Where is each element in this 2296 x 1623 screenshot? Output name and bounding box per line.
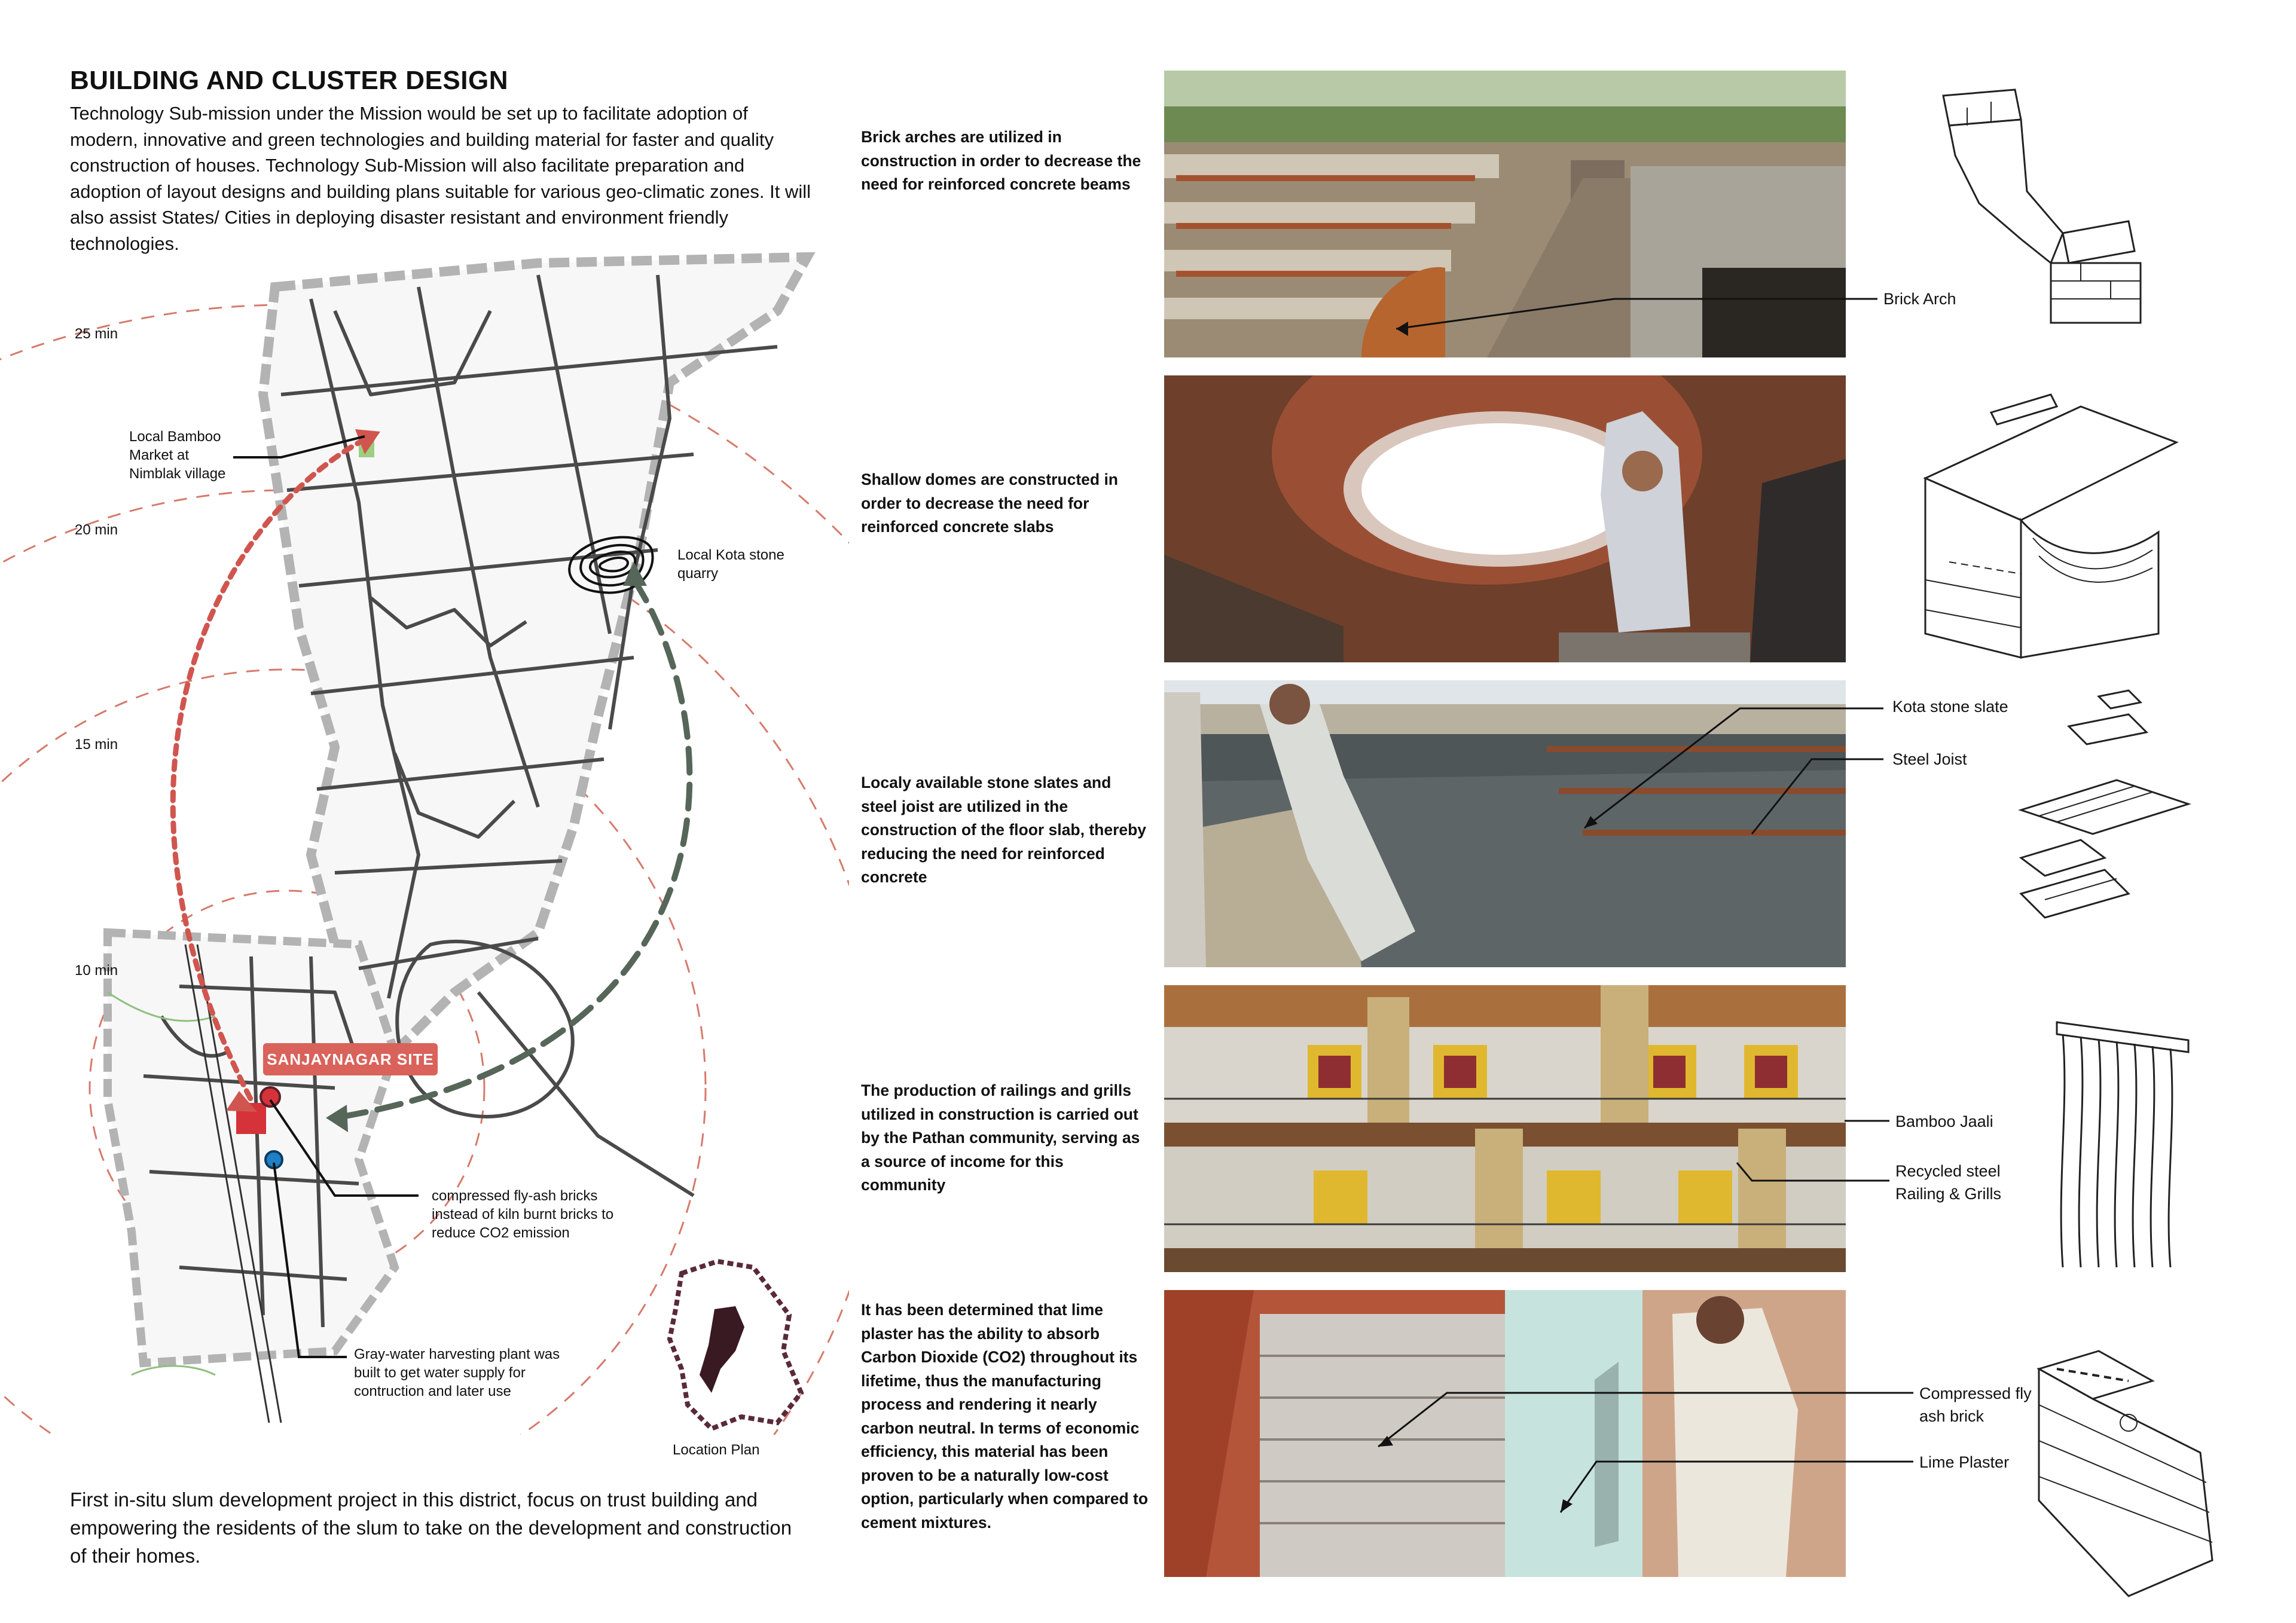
label-steel-joist: Steel Joist bbox=[1892, 750, 1967, 768]
site-badge: SANJAYNAGAR SITE bbox=[263, 1043, 438, 1075]
caption-brick-arch: Brick arches are utilized in construction in order to decrease the need for reinforced concrete beams bbox=[861, 128, 1141, 193]
intro-paragraph: Technology Sub-mission under the Mission would be set up to facilitate adoption of modern, innovative and green technologies and building material for faster and quality construction of houses. Technology Sub-Mission will also facilitate preparation and adoption of layout designs and building plans suitable for various geo-climatic zones. It will also assist States/ Cities in deploying disaster resistant and environment friendly technologies. bbox=[70, 103, 811, 254]
label-kota-stone: Kota stone slate bbox=[1892, 698, 2008, 716]
graywater-note: Gray-water harvesting plant was built to get water supply for contruction and later use bbox=[354, 1346, 560, 1399]
label-brick-arch: Brick Arch bbox=[1883, 290, 1956, 308]
ring-label-10: 10 min bbox=[75, 962, 118, 979]
sketch-bamboo-jaali bbox=[2051, 1016, 2194, 1273]
caption-stone-slab: Localy available stone slates and steel joist are utilized in the construction of the floor slab, thereby reducing the need for reinforced concrete bbox=[861, 774, 1147, 886]
label-lime-plaster: Lime Plaster bbox=[1919, 1453, 2010, 1471]
caption-shallow-dome: Shallow domes are constructed in order to decrease the need for reinforced concrete slabs bbox=[861, 470, 1118, 536]
sketch-flyash-wall bbox=[2033, 1345, 2230, 1596]
bamboo-market-label: Local Bamboo Market at Nimblak village bbox=[129, 429, 226, 482]
sketch-shallow-dome bbox=[1901, 383, 2182, 664]
location-plan-label: Location Plan bbox=[673, 1442, 760, 1458]
closing-paragraph: First in-situ slum development project in this district, focus on trust building and empowering the residents of the slum to take on the development and construction of their homes. bbox=[70, 1488, 792, 1567]
ring-label-15: 15 min bbox=[75, 736, 118, 753]
caption-railings: The production of railings and grills utilized in construction is carried out by the Pathan community, serving as a source of income for this community bbox=[861, 1081, 1140, 1194]
sketch-stone-slab bbox=[2009, 690, 2206, 942]
flyash-note: compressed fly-ash bricks instead of kiln burnt bricks to reduce CO2 emission bbox=[432, 1188, 614, 1241]
label-bamboo-jaali: Bamboo Jaali bbox=[1895, 1112, 1993, 1130]
label-flyash-brick: Compressed fly ash brick bbox=[1919, 1384, 2032, 1425]
caption-lime-plaster: It has been determined that lime plaster has the ability to absorb Carbon Dioxide (CO2) throughout its lifetime, thus the manufacturing process and rendering it nearly carbon neutral. In terms of economic efficiency, this material has been proven to be a naturally low-cost option, particularly when compared to cement mixtures. bbox=[861, 1301, 1149, 1532]
kota-quarry-label: Local Kota stone quarry bbox=[677, 547, 784, 582]
ring-label-25: 25 min bbox=[75, 326, 118, 342]
sketch-brick-arch bbox=[1931, 84, 2182, 335]
page-title: BUILDING AND CLUSTER DESIGN bbox=[70, 66, 508, 95]
ring-label-20: 20 min bbox=[75, 522, 118, 538]
label-steel-railing: Recycled steel Railing & Grills bbox=[1895, 1162, 2002, 1203]
